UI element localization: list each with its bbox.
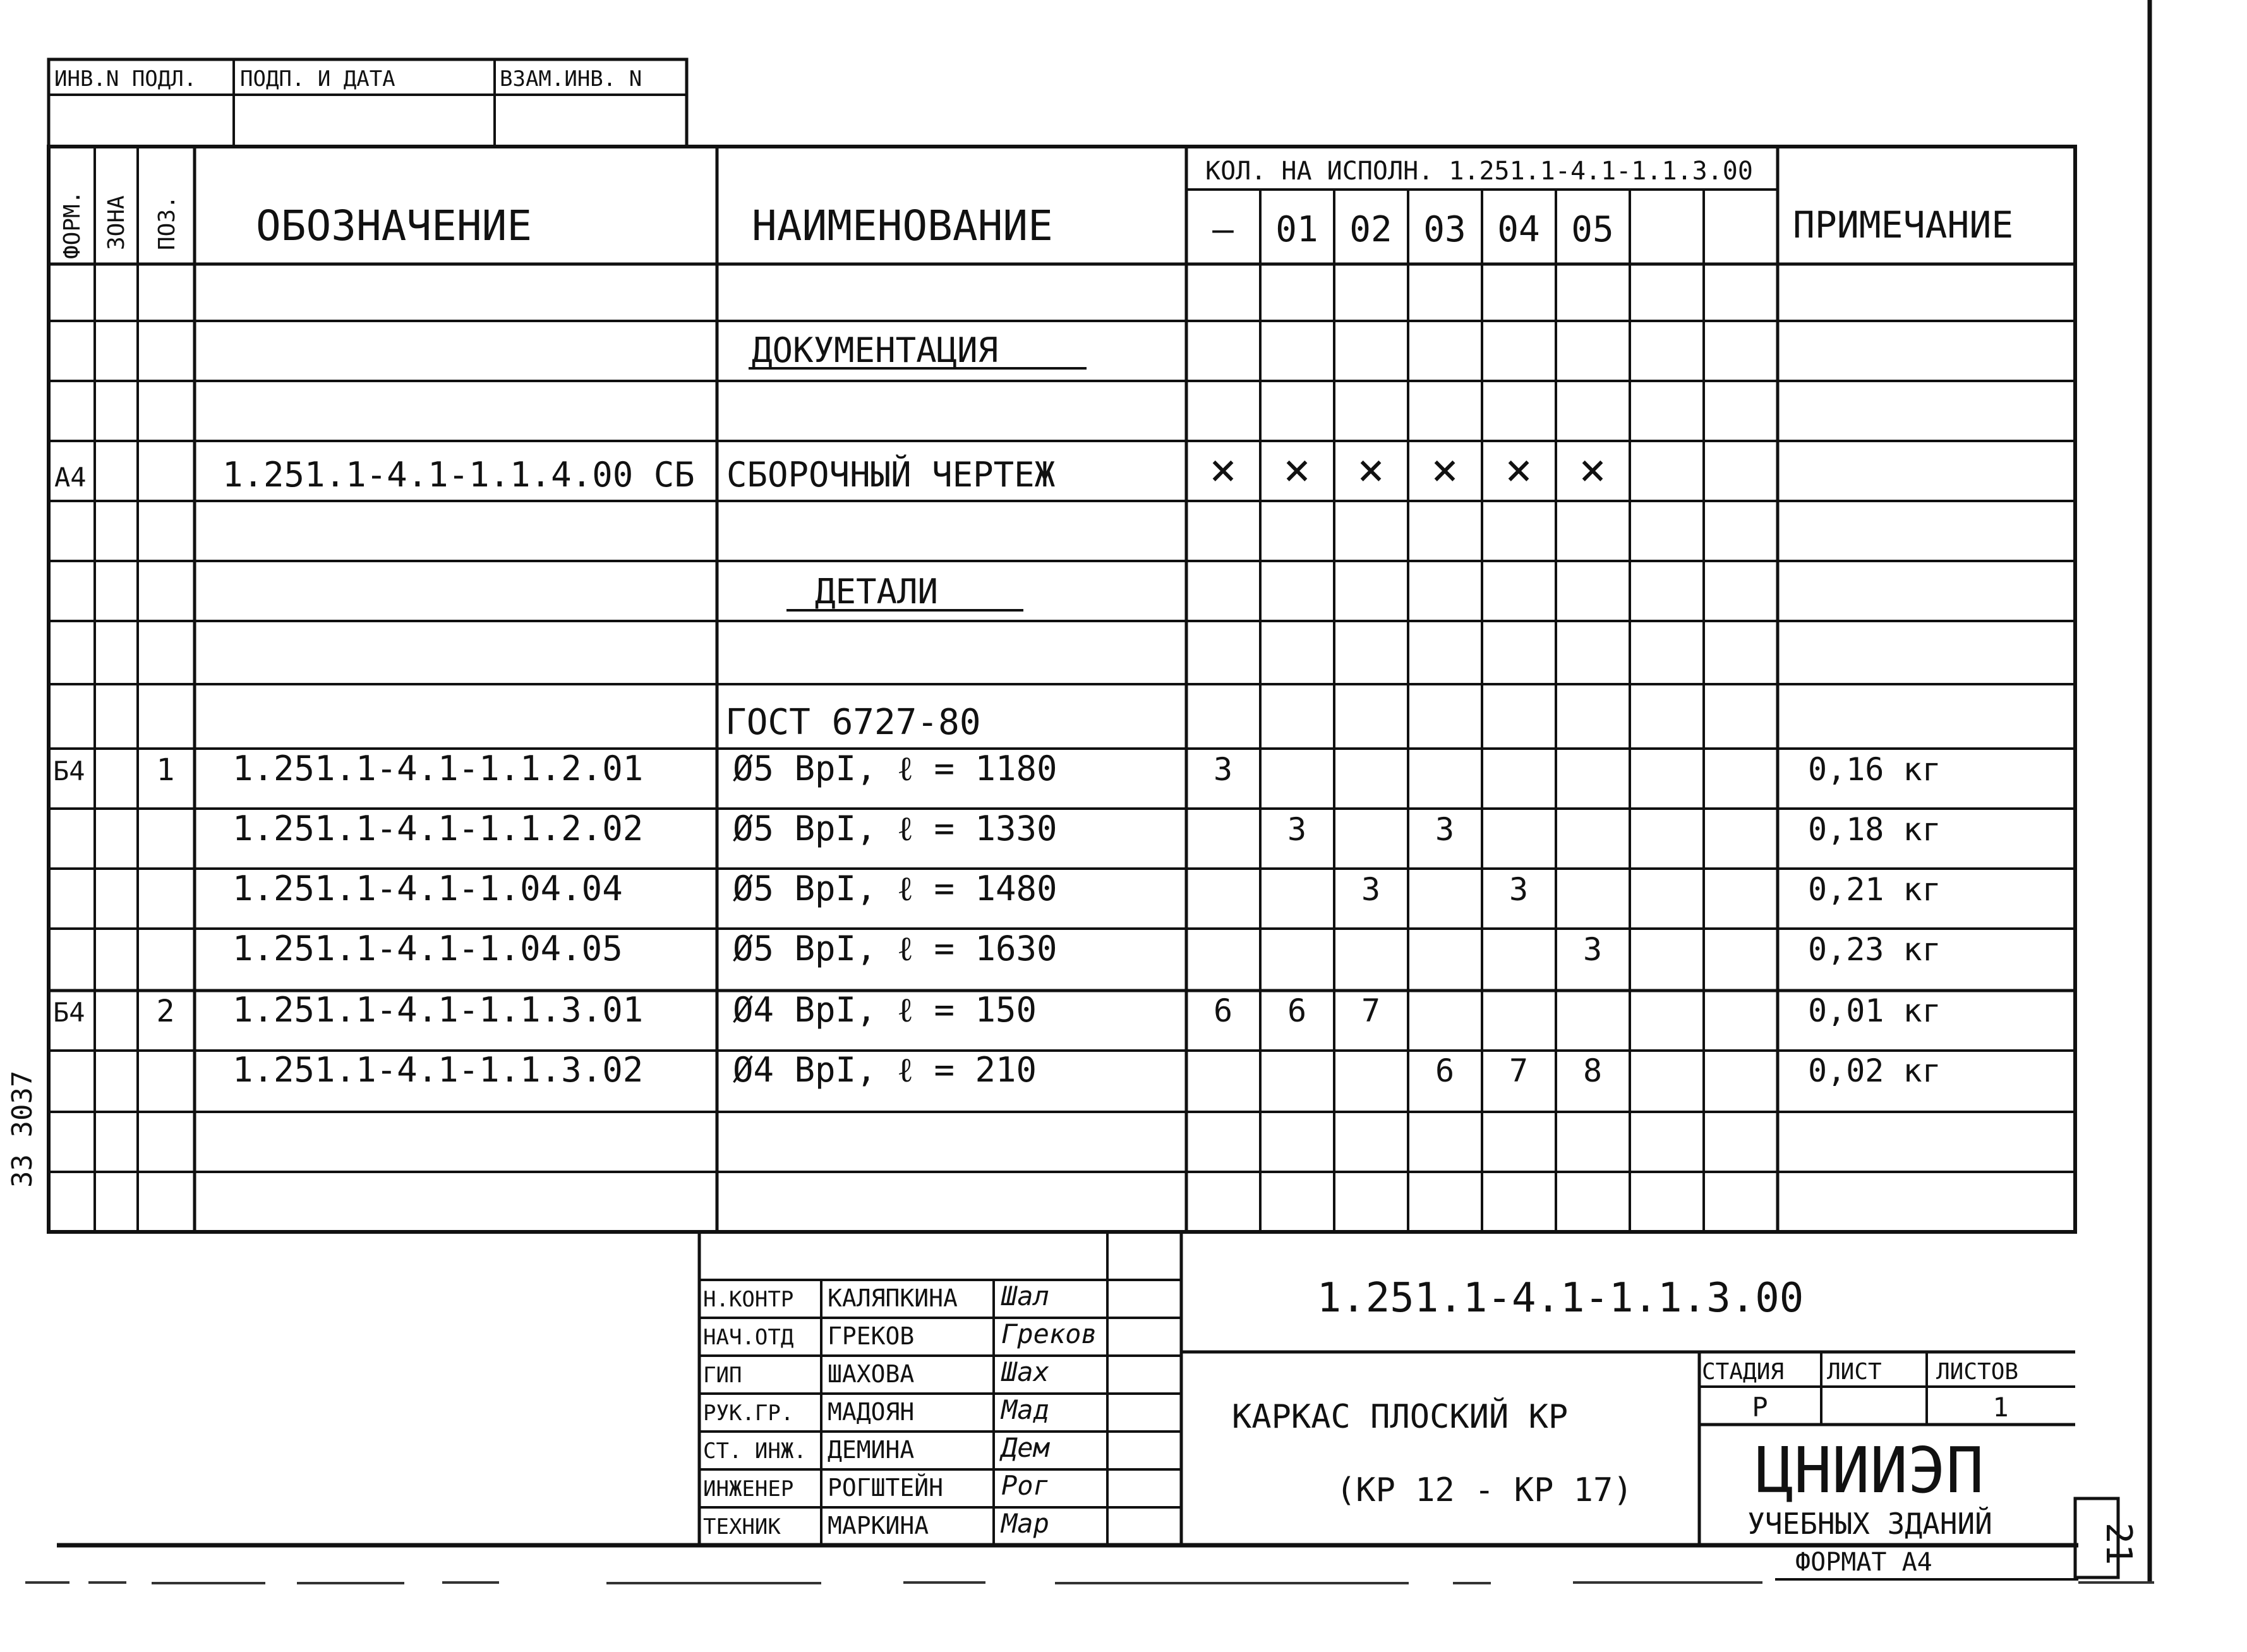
- signer-role: ИНЖЕНЕР: [703, 1476, 794, 1502]
- part-name: Ø4 ВрI, ℓ = 210: [733, 1050, 1037, 1090]
- part-designation: 1.251.1-4.1-1.1.2.02: [232, 809, 644, 848]
- header-name: НАИМЕНОВАНИЕ: [752, 202, 1053, 250]
- title-line1: КАРКАС ПЛОСКИЙ КР: [1232, 1398, 1569, 1436]
- doc-qty: ×: [1505, 443, 1533, 496]
- part-qty: 3: [1582, 931, 1603, 968]
- part-note: 0,16 кг: [1808, 751, 1941, 788]
- header-note: ПРИМЕЧАНИЕ: [1793, 203, 2014, 246]
- table-row: [232, 929, 1941, 968]
- part-qty: 6: [1213, 992, 1233, 1029]
- header-pos: ПОЗ.: [154, 195, 180, 250]
- part-qty: 8: [1582, 1052, 1603, 1089]
- signer-row: [703, 1508, 1049, 1540]
- signer-name: РОГШТЕЙН: [828, 1474, 944, 1502]
- part-note: 0,02 кг: [1808, 1052, 1941, 1089]
- signature: Греков: [1001, 1318, 1097, 1349]
- stage-label: СТАДИЯ: [1702, 1359, 1785, 1385]
- signer-name: КАЛЯПКИНА: [828, 1284, 958, 1312]
- signer-role: ТЕХНИК: [703, 1514, 781, 1540]
- signer-row: [703, 1356, 1049, 1388]
- stage-value: Р: [1752, 1392, 1768, 1423]
- part-designation: 1.251.1-4.1-1.1.2.01: [232, 749, 644, 788]
- margin-archive-number: 33 3037: [6, 1070, 39, 1188]
- title-line2: (КР 12 - КР 17): [1336, 1471, 1633, 1509]
- org-name: ЦНИИЭП: [1756, 1433, 1984, 1507]
- org-subtitle: УЧЕБНЫХ ЗДАНИЙ: [1747, 1507, 1992, 1541]
- header-designation: ОБОЗНАЧЕНИЕ: [256, 202, 533, 250]
- signer-role: НАЧ.ОТД: [703, 1325, 794, 1350]
- table-row: [232, 869, 1941, 908]
- doc-designation: 1.251.1-4.1-1.1.4.00 СБ: [222, 455, 695, 495]
- part-designation: 1.251.1-4.1-1.1.3.01: [232, 990, 644, 1030]
- signer-name: ДЕМИНА: [828, 1436, 915, 1464]
- header-zone: ЗОНА: [104, 195, 130, 250]
- doc-qty: ×: [1283, 443, 1311, 496]
- part-name: Ø5 ВрI, ℓ = 1330: [733, 809, 1057, 848]
- signer-row: [703, 1281, 1049, 1312]
- part-qty: 6: [1435, 1052, 1455, 1089]
- signer-row: [703, 1318, 1097, 1350]
- variant-header: 02: [1349, 209, 1392, 250]
- signature: Дем: [1001, 1432, 1049, 1463]
- signer-role: РУК.ГР.: [703, 1401, 794, 1426]
- part-format: Б4: [53, 756, 85, 787]
- signer-row: [703, 1470, 1049, 1502]
- part-qty: 6: [1287, 992, 1307, 1029]
- variant-header: 04: [1497, 209, 1540, 250]
- part-name: Ø5 ВрI, ℓ = 1630: [733, 929, 1057, 968]
- section-parts: ДЕТАЛИ: [815, 572, 939, 612]
- specification-table: [49, 147, 2075, 1232]
- part-name: Ø5 ВрI, ℓ = 1480: [733, 869, 1057, 908]
- variant-header: 01: [1275, 209, 1318, 250]
- signer-row: [703, 1394, 1049, 1426]
- doc-format: А4: [54, 462, 87, 493]
- part-note: 0,21 кг: [1808, 871, 1941, 908]
- doc-qty: ×: [1209, 443, 1237, 496]
- doc-qty: ×: [1579, 443, 1606, 496]
- table-row: [232, 809, 1941, 848]
- part-pos: 1: [156, 752, 175, 788]
- gost-label: ГОСТ 6727-80: [725, 702, 981, 743]
- sheets-label: ЛИСТОВ: [1936, 1359, 2019, 1385]
- signer-name: МАРКИНА: [828, 1512, 929, 1540]
- part-designation: 1.251.1-4.1-1.1.3.02: [232, 1050, 644, 1090]
- section-documentation: ДОКУМЕНТАЦИЯ: [752, 330, 999, 370]
- variant-header: 03: [1423, 209, 1466, 250]
- part-format: Б4: [53, 997, 85, 1028]
- title-block: [57, 1232, 2139, 1579]
- stamp-inv-podl: ИНВ.N ПОДЛ.: [54, 66, 197, 92]
- part-note: 0,01 кг: [1808, 992, 1941, 1029]
- part-note: 0,18 кг: [1808, 811, 1941, 848]
- doc-number: 1.251.1-4.1-1.1.3.00: [1316, 1275, 1804, 1322]
- table-row: [54, 443, 1606, 496]
- signer-row: [703, 1432, 1051, 1464]
- variant-header: –: [1212, 209, 1234, 250]
- part-pos: 2: [156, 994, 175, 1029]
- signer-name: МАДОЯН: [828, 1398, 915, 1426]
- page-number: 21: [2098, 1522, 2139, 1565]
- part-qty: 3: [1361, 871, 1381, 908]
- variant-header: 05: [1571, 209, 1614, 250]
- signer-role: Н.КОНТР: [703, 1287, 794, 1312]
- part-qty: 7: [1361, 992, 1381, 1029]
- part-designation: 1.251.1-4.1-1.04.05: [232, 929, 623, 968]
- part-note: 0,23 кг: [1808, 931, 1941, 968]
- doc-name: СБОРОЧНЫЙ ЧЕРТЕЖ: [726, 455, 1056, 495]
- signer-role: СТ. ИНЖ.: [703, 1438, 807, 1464]
- table-row: [53, 990, 1941, 1030]
- signature: Шах: [1001, 1356, 1049, 1387]
- header-form: ФОРМ.: [59, 190, 85, 259]
- part-name: Ø4 ВрI, ℓ = 150: [733, 990, 1037, 1030]
- signature: Шал: [1001, 1281, 1049, 1311]
- stamp-vzam-inv: ВЗАМ.ИНВ. N: [500, 66, 642, 92]
- table-row: [232, 1050, 1941, 1090]
- part-qty: 3: [1435, 811, 1455, 848]
- signature: Рог: [1001, 1470, 1049, 1501]
- signer-role: ГИП: [703, 1363, 742, 1388]
- sheets-value: 1: [1992, 1392, 2009, 1423]
- part-designation: 1.251.1-4.1-1.04.04: [232, 869, 623, 908]
- part-qty: 7: [1509, 1052, 1529, 1089]
- signer-name: ГРЕКОВ: [828, 1322, 915, 1350]
- signature: Мад: [1001, 1394, 1049, 1425]
- format-label: ФОРМАТ А4: [1795, 1548, 1932, 1577]
- stamp-podp-data: ПОДП. И ДАТА: [240, 66, 395, 92]
- doc-qty: ×: [1431, 443, 1459, 496]
- part-qty: 3: [1287, 811, 1307, 848]
- part-name: Ø5 ВрI, ℓ = 1180: [733, 749, 1057, 788]
- part-qty: 3: [1509, 871, 1529, 908]
- table-row: [53, 749, 1941, 788]
- sheet-label: ЛИСТ: [1827, 1359, 1882, 1385]
- doc-qty: ×: [1357, 443, 1385, 496]
- header-qty-title: КОЛ. НА ИСПОЛН. 1.251.1-4.1-1.1.3.00: [1205, 157, 1753, 186]
- signature: Мар: [1001, 1508, 1049, 1539]
- top-stamp: [49, 59, 687, 147]
- signer-name: ШАХОВА: [828, 1360, 915, 1388]
- part-qty: 3: [1213, 751, 1233, 788]
